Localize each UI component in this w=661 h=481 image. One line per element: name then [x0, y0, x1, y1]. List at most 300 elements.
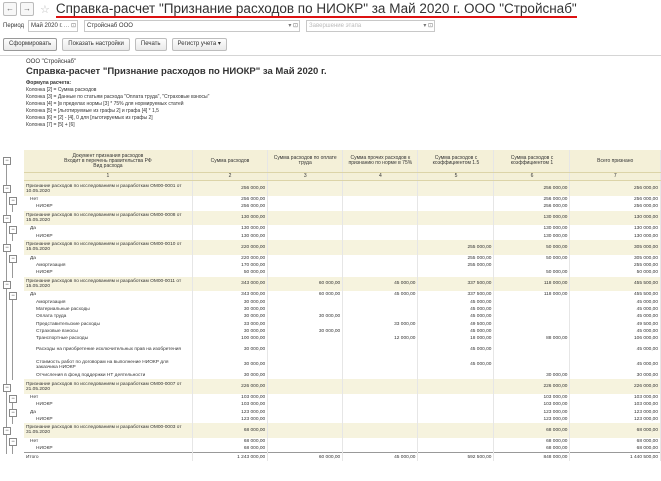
- cell-c2: 220 000,00: [192, 255, 267, 262]
- cell-c5: [418, 438, 494, 445]
- row-name: Материальные расходы: [24, 306, 192, 313]
- group-line: [6, 252, 7, 277]
- chevron-down-icon: ▾: [217, 41, 221, 47]
- cell-c7: 123 000,00: [570, 416, 661, 423]
- collapse-toggle-icon[interactable]: −: [3, 215, 11, 223]
- cell-c2: 123 000,00: [192, 416, 267, 423]
- cell-c6: 123 000,00: [494, 409, 570, 416]
- period-field[interactable]: [28, 20, 78, 32]
- arrow-right-icon[interactable]: →: [20, 2, 34, 16]
- cell-c2: 170 000,00: [192, 262, 267, 269]
- cell-c7: 455 500,00: [570, 291, 661, 298]
- register-button[interactable]: [172, 38, 227, 51]
- table-row[interactable]: [24, 416, 661, 423]
- cell-c3: [268, 262, 343, 269]
- formula-line: Колонка [7] = [5] + [6]: [26, 122, 75, 128]
- column-number: 2: [192, 173, 267, 181]
- cell-c2: 130 000,00: [192, 211, 267, 226]
- group-line: [12, 205, 13, 212]
- cell-c4: [343, 211, 418, 226]
- cell-c3: 30 000,00: [268, 313, 343, 320]
- cell-c4: [343, 445, 418, 453]
- row-name: Признание расходов по исследованиям и разработкам ОМ00-0010 от 15.05.2020: [24, 240, 192, 255]
- cell-c7: 49 500,00: [570, 321, 661, 328]
- parameters-row: [0, 19, 661, 33]
- cell-c2: 33 000,00: [192, 321, 267, 328]
- row-name: Да: [24, 225, 192, 232]
- group-line: [6, 289, 7, 380]
- cell-c6: 88 000,00: [494, 335, 570, 342]
- table-row[interactable]: [24, 394, 661, 401]
- row-name: Амортизация: [24, 299, 192, 306]
- table-row[interactable]: [24, 203, 661, 210]
- cell-c7: 130 000,00: [570, 225, 661, 232]
- cell-c5: 45 000,00: [418, 343, 494, 358]
- cell-c7: 45 000,00: [570, 306, 661, 313]
- cell-c7: 50 000,00: [570, 269, 661, 276]
- row-name: Амортизация: [24, 262, 192, 269]
- organization-name: ООО "Стройснаб": [26, 59, 77, 65]
- cell-c3: [268, 181, 343, 196]
- cell-c5: 45 000,00: [418, 299, 494, 306]
- cell-c4: 45 000,00: [343, 291, 418, 298]
- row-name: Признание расходов по исследованиям и разработкам ОМ00-0008 от 15.05.2020: [24, 211, 192, 226]
- row-name: НИОКР: [24, 269, 192, 276]
- cell-c3: [268, 225, 343, 232]
- cell-c3: [268, 196, 343, 203]
- cell-c5: [418, 372, 494, 379]
- cell-c2: 256 000,00: [192, 181, 267, 196]
- cell-c3: 60 000,00: [268, 291, 343, 298]
- cell-c7: 45 000,00: [570, 313, 661, 320]
- cell-c4: [343, 181, 418, 196]
- table-row[interactable]: [24, 269, 661, 276]
- cell-c3: [268, 423, 343, 438]
- print-button[interactable]: Печать: [135, 38, 167, 51]
- cell-c4: [343, 196, 418, 203]
- cell-c2: 123 000,00: [192, 409, 267, 416]
- cell-c2: 130 000,00: [192, 225, 267, 232]
- column-number: 3: [268, 173, 343, 181]
- cell-c2: 220 000,00: [192, 240, 267, 255]
- cell-c5: [418, 203, 494, 210]
- group-line: [12, 300, 13, 380]
- cell-c3: [268, 306, 343, 313]
- report-title: Справка-расчет "Признание расходов по НИОКР" за Май 2020 г.: [26, 66, 327, 77]
- cell-c5: 337 500,00: [418, 291, 494, 298]
- row-name: Признание расходов по исследованиям и разработкам ОМ00-0011 от 15.05.2020: [24, 277, 192, 292]
- collapse-toggle-icon[interactable]: −: [9, 255, 17, 263]
- register-label: Регистр учета: [177, 41, 217, 47]
- cell-c4: [343, 401, 418, 408]
- cell-c5: [418, 401, 494, 408]
- organization-field[interactable]: [84, 20, 300, 32]
- cell-c2: 30 000,00: [192, 299, 267, 306]
- cell-c3: [268, 401, 343, 408]
- cell-c6: [494, 321, 570, 328]
- collapse-toggle-icon[interactable]: −: [9, 395, 17, 403]
- formula-line: Колонка [5] = [льготируемые из графы 2] и графа [4] * 1,5: [26, 108, 159, 114]
- cell-c7: 256 000,00: [570, 181, 661, 196]
- cell-c3: [268, 211, 343, 226]
- table-row[interactable]: [24, 438, 661, 445]
- organization-value: Стройснаб ООО: [87, 23, 133, 29]
- cell-c6: [494, 262, 570, 269]
- toolbar: [0, 38, 661, 51]
- cell-c7: 45 000,00: [570, 357, 661, 372]
- cell-c6: 256 000,00: [494, 196, 570, 203]
- cell-c3: [268, 372, 343, 379]
- cell-c6: 68 000,00: [494, 445, 570, 453]
- document-row[interactable]: [24, 181, 661, 196]
- cell-c6: [494, 343, 570, 358]
- table-row[interactable]: [24, 299, 661, 306]
- arrow-left-icon[interactable]: ←: [3, 2, 17, 16]
- cell-c3: [268, 240, 343, 255]
- cell-c2: 343 000,00: [192, 277, 267, 292]
- cell-c6: [494, 357, 570, 372]
- cell-c6: 118 000,00: [494, 291, 570, 298]
- grouping-panel: [3, 56, 23, 481]
- cell-c5: [418, 379, 494, 394]
- cell-c4: 12 000,00: [343, 335, 418, 342]
- cell-c7: 68 000,00: [570, 438, 661, 445]
- cell-c6: 50 000,00: [494, 269, 570, 276]
- cell-c4: [343, 423, 418, 438]
- formula-line: Колонка [6] = [2] - [4], 0 для [льготируемых из графы 2]: [26, 115, 153, 121]
- group-line: [12, 263, 13, 277]
- cell-c6: 226 000,00: [494, 379, 570, 394]
- collapse-toggle-icon[interactable]: −: [3, 281, 11, 289]
- table-row[interactable]: [24, 445, 661, 453]
- table-row[interactable]: [24, 196, 661, 203]
- cell-c7: 226 000,00: [570, 379, 661, 394]
- collapse-toggle-icon[interactable]: −: [9, 197, 17, 205]
- cell-c2: 103 000,00: [192, 394, 267, 401]
- cell-c7: 103 000,00: [570, 394, 661, 401]
- collapse-toggle-icon[interactable]: −: [3, 427, 11, 435]
- collapse-toggle-icon[interactable]: −: [9, 409, 17, 417]
- organization-buttons-icon[interactable]: ▾ ⊡: [288, 23, 299, 29]
- column-number: 7: [570, 173, 661, 181]
- table-row[interactable]: [24, 357, 661, 372]
- row-name: Да: [24, 255, 192, 262]
- cell-c3: 30 000,00: [268, 328, 343, 335]
- row-name: Да: [24, 291, 192, 298]
- group-line: [12, 417, 13, 424]
- collapse-toggle-icon[interactable]: −: [3, 185, 11, 193]
- table-row[interactable]: [24, 262, 661, 269]
- group-line: [12, 446, 13, 453]
- table-row[interactable]: [24, 343, 661, 358]
- cell-c5: 45 000,00: [418, 328, 494, 335]
- cell-c5: 45 000,00: [418, 306, 494, 313]
- cell-c3: [268, 255, 343, 262]
- cell-c6: [494, 313, 570, 320]
- cell-c3: [268, 321, 343, 328]
- cell-c3: [268, 416, 343, 423]
- cell-c3: [268, 445, 343, 453]
- row-name: НИОКР: [24, 401, 192, 408]
- cell-c4: [343, 379, 418, 394]
- document-row[interactable]: [24, 211, 661, 226]
- row-name: НИОКР: [24, 445, 192, 453]
- cell-c6: [494, 299, 570, 306]
- cell-c3: [268, 299, 343, 306]
- cell-c2: 50 000,00: [192, 269, 267, 276]
- cell-c7: 103 000,00: [570, 401, 661, 408]
- table-row[interactable]: [24, 306, 661, 313]
- document-row[interactable]: [24, 379, 661, 394]
- cell-c6: 30 000,00: [494, 372, 570, 379]
- cell-c2: 30 000,00: [192, 328, 267, 335]
- cell-c5: [418, 423, 494, 438]
- period-label: Период: [3, 23, 25, 29]
- report-body: [24, 181, 661, 461]
- cell-c4: [343, 269, 418, 276]
- cell-c2: 30 000,00: [192, 372, 267, 379]
- cell-c5: 255 000,00: [418, 255, 494, 262]
- star-icon[interactable]: ☆: [40, 3, 50, 16]
- show-settings-button[interactable]: Показать настройки: [62, 38, 130, 51]
- row-name: Транспортные расходы: [24, 335, 192, 342]
- cell-c3: [268, 394, 343, 401]
- closing-stage-placeholder: Завершение этапа: [309, 23, 362, 29]
- cell-c7: 130 000,00: [570, 211, 661, 226]
- document-row[interactable]: [24, 240, 661, 255]
- total-c3: 60 000,00: [268, 453, 343, 461]
- total-c4: 45 000,00: [343, 453, 418, 461]
- cell-c6: 256 000,00: [494, 203, 570, 210]
- cell-c4: 33 000,00: [343, 321, 418, 328]
- report-table: [24, 150, 661, 461]
- cell-c6: [494, 328, 570, 335]
- cell-c4: [343, 343, 418, 358]
- cell-c7: 130 000,00: [570, 233, 661, 240]
- cell-c6: 68 000,00: [494, 438, 570, 445]
- cell-c6: 256 000,00: [494, 181, 570, 196]
- document-row[interactable]: [24, 277, 661, 292]
- header-government-list-label: Входит в перечень правительства РФ: [64, 157, 152, 164]
- cell-c6: 103 000,00: [494, 401, 570, 408]
- row-name: Отчисления в фонд поддержки НТ деятельности: [24, 372, 192, 379]
- cell-c2: 130 000,00: [192, 233, 267, 240]
- cell-c4: [343, 262, 418, 269]
- row-name: Нет: [24, 438, 192, 445]
- cell-c6: [494, 306, 570, 313]
- column-number: 1: [24, 173, 192, 181]
- group-line: [6, 223, 7, 241]
- cell-c3: [268, 438, 343, 445]
- closing-stage-field[interactable]: [306, 20, 435, 32]
- cell-c3: [268, 269, 343, 276]
- cell-c5: [418, 269, 494, 276]
- total-c7: 1 440 500,00: [570, 453, 661, 461]
- cell-c2: 343 000,00: [192, 291, 267, 298]
- cell-c7: 106 000,00: [570, 335, 661, 342]
- cell-c6: 123 000,00: [494, 416, 570, 423]
- cell-c2: 68 000,00: [192, 438, 267, 445]
- header-other-75: Сумма прочих расходов к признанию по норме в 75%: [343, 150, 418, 173]
- cell-c5: 49 500,00: [418, 321, 494, 328]
- total-c2: 1 243 000,00: [192, 453, 267, 461]
- cell-c4: [343, 372, 418, 379]
- table-row[interactable]: [24, 255, 661, 262]
- table-row[interactable]: [24, 335, 661, 342]
- period-value: Май 2020 г.: [31, 23, 63, 29]
- cell-c4: [343, 240, 418, 255]
- cell-c4: [343, 225, 418, 232]
- header-coef-1: Сумма расходов с коэффициентом 1: [494, 150, 570, 173]
- cell-c4: [343, 409, 418, 416]
- title-bar: [0, 0, 661, 18]
- cell-c7: 123 000,00: [570, 409, 661, 416]
- header-expenses: Сумма расходов: [192, 150, 267, 173]
- cell-c5: [418, 416, 494, 423]
- cell-c2: 256 000,00: [192, 196, 267, 203]
- cell-c4: [343, 233, 418, 240]
- document-row[interactable]: [24, 423, 661, 438]
- cell-c5: [418, 409, 494, 416]
- cell-c7: 68 000,00: [570, 445, 661, 453]
- cell-c7: 305 000,00: [570, 255, 661, 262]
- table-row[interactable]: [24, 372, 661, 379]
- closing-stage-buttons-icon[interactable]: ▾ ⊡: [423, 23, 434, 29]
- generate-button[interactable]: Сформировать: [3, 38, 57, 51]
- table-row[interactable]: [24, 321, 661, 328]
- cell-c7: 30 000,00: [570, 372, 661, 379]
- cell-c4: [343, 438, 418, 445]
- cell-c2: 256 000,00: [192, 203, 267, 210]
- cell-c4: [343, 357, 418, 372]
- header-labor: Сумма расходов по оплате труда: [268, 150, 343, 173]
- row-name: НИОКР: [24, 233, 192, 240]
- cell-c7: 256 000,00: [570, 196, 661, 203]
- cell-c6: 130 000,00: [494, 233, 570, 240]
- row-name: Признание расходов по исследованиям и разработкам ОМ00-0003 от 31.05.2020: [24, 423, 192, 438]
- table-row[interactable]: [24, 233, 661, 240]
- cell-c6: 118 000,00: [494, 277, 570, 292]
- cell-c6: 103 000,00: [494, 394, 570, 401]
- cell-c3: [268, 233, 343, 240]
- cell-c4: [343, 255, 418, 262]
- row-name: Признание расходов по исследованиям и разработкам ОМ00-0001 от 10.05.2020: [24, 181, 192, 196]
- cell-c6: 130 000,00: [494, 225, 570, 232]
- period-buttons-icon[interactable]: … ⊡: [63, 23, 77, 29]
- cell-c4: [343, 416, 418, 423]
- cell-c2: 103 000,00: [192, 401, 267, 408]
- cell-c5: 337 500,00: [418, 277, 494, 292]
- cell-c6: 130 000,00: [494, 211, 570, 226]
- cell-c4: 45 000,00: [343, 277, 418, 292]
- row-name: НИОКР: [24, 416, 192, 423]
- formula-title: Формула расчета:: [26, 80, 72, 86]
- collapse-toggle-icon[interactable]: −: [9, 438, 17, 446]
- cell-c4: [343, 328, 418, 335]
- table-row[interactable]: [24, 291, 661, 298]
- cell-c5: [418, 196, 494, 203]
- row-name: Представительские расходы: [24, 321, 192, 328]
- table-row[interactable]: [24, 328, 661, 335]
- cell-c2: 30 000,00: [192, 306, 267, 313]
- cell-c7: 305 000,00: [570, 240, 661, 255]
- cell-c3: [268, 203, 343, 210]
- cell-c5: [418, 233, 494, 240]
- group-line: [6, 193, 7, 211]
- row-name: Да: [24, 409, 192, 416]
- formula-line: Колонка [3] = Данные по статьям расхода "Оплата труда", "Страховые взносы": [26, 94, 210, 100]
- header-coef-1-5: Сумма расходов с коэффициентом 1.5: [418, 150, 494, 173]
- cell-c3: [268, 343, 343, 358]
- total-row[interactable]: [24, 453, 661, 461]
- formula-line: Колонка [4] = [в пределах нормы [3] * 75% для нормируемых статей: [26, 101, 184, 107]
- header-total: Всего признано: [570, 150, 661, 173]
- group-line: [6, 435, 7, 453]
- column-number: 6: [494, 173, 570, 181]
- group-line: [12, 234, 13, 241]
- table-row[interactable]: [24, 313, 661, 320]
- cell-c3: [268, 357, 343, 372]
- row-name: Расходы на приобретение исключительных прав на изобретения: [24, 343, 192, 358]
- cell-c2: 30 000,00: [192, 343, 267, 358]
- cell-c2: 68 000,00: [192, 423, 267, 438]
- cell-c2: 30 000,00: [192, 357, 267, 372]
- total-c5: 592 500,00: [418, 453, 494, 461]
- table-row[interactable]: [24, 409, 661, 416]
- cell-c5: [418, 211, 494, 226]
- cell-c5: 45 000,00: [418, 313, 494, 320]
- cell-c2: 226 000,00: [192, 379, 267, 394]
- cell-c3: [268, 379, 343, 394]
- cell-c5: [418, 394, 494, 401]
- cell-c5: [418, 225, 494, 232]
- cell-c5: [418, 445, 494, 453]
- cell-c4: [343, 313, 418, 320]
- row-name: Признание расходов по исследованиям и разработкам ОМ00-0007 от 21.05.2020: [24, 379, 192, 394]
- row-name: Стоимость работ по договорам на выполнение НИОКР для заказчика НИОКР: [24, 357, 192, 372]
- cell-c7: 45 000,00: [570, 343, 661, 358]
- row-name: Нет: [24, 394, 192, 401]
- cell-c3: 60 000,00: [268, 277, 343, 292]
- collapse-toggle-icon[interactable]: −: [9, 292, 17, 300]
- cell-c7: 68 000,00: [570, 423, 661, 438]
- cell-c7: 255 000,00: [570, 262, 661, 269]
- cell-c3: [268, 409, 343, 416]
- table-row[interactable]: [24, 225, 661, 232]
- collapse-toggle-icon[interactable]: −: [3, 244, 11, 252]
- row-name: Страховые взносы: [24, 328, 192, 335]
- header-document-label: Документ признания расходов: [72, 152, 144, 159]
- cell-c4: [343, 203, 418, 210]
- row-name: НИОКР: [24, 203, 192, 210]
- total-c6: 848 000,00: [494, 453, 570, 461]
- collapse-toggle-icon[interactable]: −: [3, 384, 11, 392]
- cell-c5: 45 000,00: [418, 357, 494, 372]
- collapse-toggle-icon[interactable]: −: [3, 157, 11, 165]
- collapse-toggle-icon[interactable]: −: [9, 226, 17, 234]
- cell-c7: 45 000,00: [570, 328, 661, 335]
- formula-line: Колонка [2] = Сумма расходов: [26, 87, 97, 93]
- cell-c5: 18 000,00: [418, 335, 494, 342]
- cell-c6: 50 000,00: [494, 255, 570, 262]
- cell-c4: [343, 306, 418, 313]
- window-title: Справка-расчет "Признание расходов по НИОКР" за Май 2020 г. ООО "Стройснаб": [55, 0, 577, 16]
- cell-c5: 255 000,00: [418, 240, 494, 255]
- cell-c3: [268, 335, 343, 342]
- report-area: [0, 55, 661, 481]
- table-row[interactable]: [24, 401, 661, 408]
- cell-c2: 100 000,00: [192, 335, 267, 342]
